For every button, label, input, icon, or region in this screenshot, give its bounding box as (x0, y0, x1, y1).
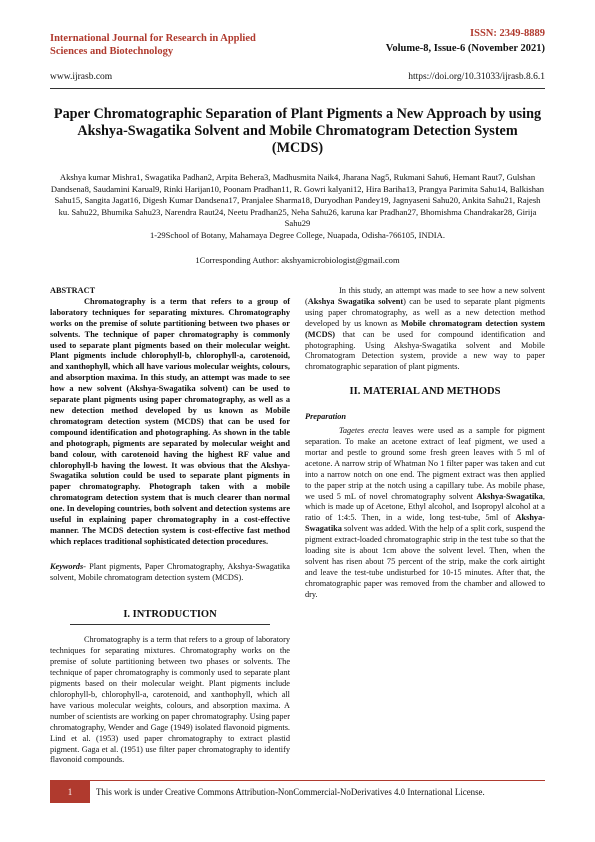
abstract-text: Chromatography is a term that refers to a group of laboratory techniques for separating mixtures. Chromatography works on the premise of solute partitioning between two phases or solvents. The technique of paper chromatography is commonly used to separate plant pigments based on their molecular weight. Plant pigments include chlorophyll-b, chlorophyll-a, carotenoid, and xanthophyll, which all have various molecular weights, colours, and absorption maxima. In this study, an attempt was made to see how a new solvent (Akshya-Swagatika solvent) can be used to separate plant pigments using paper chromatography, as well as a new detection method developed by us known as Mobile chromatogram detection system (MCDS) that can be used for compound identification and photographing. As shown in the table and photograph, pigments are separated by molecular weight and band colour, with carotenoid having the highest RF value and chlorophyll-b having the lowest. It was obvious that the Akshya-Swagatika solution could be used to separate plant pigments in paper chromatography. Photograph taken with a mobile chromatogram detection system that is much clearer than normal one. In developing countries, both solvent and detection systems are useful in explaining paper chromatography in a cost-effective manner. The MCDS detection system is cost-effective fast method which replaces traditional sophisticated detection procedures. (50, 296, 290, 546)
author-list (50, 172, 545, 241)
license-text: This work is under Creative Commons Attribution-NonCommercial-NoDerivatives 4.0 International License. (96, 787, 485, 797)
methods-heading: II. MATERIAL AND METHODS (349, 386, 501, 398)
left-column (50, 286, 290, 766)
abstract (50, 286, 290, 548)
page-footer (50, 780, 545, 803)
journal-meta (386, 26, 545, 56)
solvent-name-2: Akshya-Swagatika (305, 513, 545, 534)
authors: Akshya kumar Mishra1, Swagatika Padhan2, Arpita Behera3, Madhusmita Naik4, Jharana Nag5, Rukmani Sahu6, Hemant Raut7, Gulshan Dandsena8, Saudamini Karual9, Rinki Harijan10, Poonam Pradhan11, R. Gowri kalyani12, Hira Bariha13, Prangya Parimita Sahu14, Balkishan Sahu15, Sangita Jagat16, Digesh Kumar Dandsena17, Pranjalee Sharma18, Duryodhan Pandey19, Jagnyaseni Sahu20, Ankita Sahu21, Rajesh ku. Sahu22, Bhumika Sahu23, Narendra Raut24, Neetu Pradhan25, Neha Sahu26, karuna kar Pradhan27, Bhomishma Chandrakar28, Girija Sahu29 (50, 172, 545, 228)
methods-subheading: Preparation (305, 412, 347, 422)
header-divider (50, 88, 545, 89)
affiliation: 1-29School of Botany, Mahamaya Degree College, Nuapada, Odisha-766105, INDIA. (150, 229, 445, 240)
page-number: 1 (50, 781, 90, 803)
paper-title: Paper Chromatographic Separation of Plant Pigments a New Approach by using Akshya-Swagatika Solvent and Mobile Chromatogram Detection System (MCDS) (53, 106, 542, 156)
intro-p2-text-e: that can be used for compound identification and photographing. Using Akshya-Swagatika solvent and Mobile Chromatogram Detection system, provide a new way to paper chromatographic separation of plant pigments. (305, 329, 545, 372)
volume-issue: Volume-8, Issue-6 (November 2021) (385, 43, 545, 54)
issn: ISSN: 2349-8889 (470, 28, 545, 39)
header-links (50, 72, 545, 82)
species-name: Tagetes erecta (339, 426, 389, 436)
right-column (305, 286, 545, 601)
abstract-heading: ABSTRACT (50, 286, 96, 295)
keywords-label: Keywords- (50, 561, 86, 571)
intro-heading-rule (70, 624, 270, 625)
corresponding-author: 1Corresponding Author: akshyamicrobiologist@gmail.com (195, 255, 400, 265)
website-link[interactable]: www.ijrasb.com (50, 72, 113, 82)
intro-section-head (50, 610, 290, 626)
methods-text-a: leaves were used as a sample for pigment separation. To make an acetone extract of leaf pigment, we used a mortar and pestle to ground some fresh green leaves with 5 ml of acetone. A narrow strip of Whatman No 1 filter paper was taken and cut into a narrow notch on one end. The pigment extract was then applied to the paper strip at the notch using a capillary tube. As mobile phase, we used 5 mL of novel chromatography solvent (305, 426, 545, 501)
intro-heading: I. INTRODUCTION (123, 608, 217, 620)
doi-link[interactable]: https://doi.org/10.31033/ijrasb.8.6.1 (408, 72, 545, 82)
methods-text-e: solvent was added. With the help of a split cork, suspend the pigment extract-loaded chromatographic strip in the test tube so that the loading site is about 1cm above the solvent level. Then, when the solvent has risen about 75 percent of the strip, make the cork airtight and leave the test-tube undisturbed for 10-15 minutes. After that, the chromatographic paper was removed from the chamber and allowed to dry. (305, 524, 545, 599)
journal-name: International Journal for Research in Applied Sciences and Biotechnology (50, 33, 256, 57)
keywords (50, 562, 290, 584)
intro-p2-solvent: Akshya Swagatika solvent (307, 296, 404, 306)
intro-paragraph-1: Chromatography is a term that refers to a group of laboratory techniques for separating mixtures. Chromatography works on the premise of solute partitioning between two phases or solvents. The technique of paper chromatography is commonly used to separate plant pigments based on their molecular weight. Plant pigments include chlorophyll-b, chlorophyll-a, carotenoid, and xanthophyll, which all have various molecular weights, colours, and absorption maxima. A number of scientists are working on paper chromatography. Using paper chromatography, Wender and Gage (1949) isolated flavonoid pigments. Lind et al. (1953) used paper chromatography to extract plastid pigment. Gaga et al. (1951) use filter paper chromatography to identify flavonoid compounds. (50, 635, 291, 765)
intro-paragraph-2 (305, 286, 545, 373)
intro-p2-text-c: ) can be used to separate plant pigments using paper chromatography, as well as a new detection method developed by us known as (305, 296, 545, 328)
methods-text-c: , which is made up of Acetone, Ethyl alcohol, and Isopropyl alcohol at a ratio of 1:4:5. Then, in a wide, long test-tube, 5ml of (305, 491, 545, 523)
solvent-name-1: Akshya-Swagatika (476, 491, 543, 501)
methods-paragraph-1 (305, 426, 545, 601)
intro-p2-text-a: In this study, an attempt was made to see how a new solvent ( (305, 286, 545, 306)
intro-p2-mcds: Mobile chromatogram detection system (MCDS) (305, 318, 546, 339)
keywords-text: Plant pigments, Paper Chromatography, Akshya-Swagatika solvent, Mobile chromatogram detection system (MCDS). (50, 561, 290, 582)
